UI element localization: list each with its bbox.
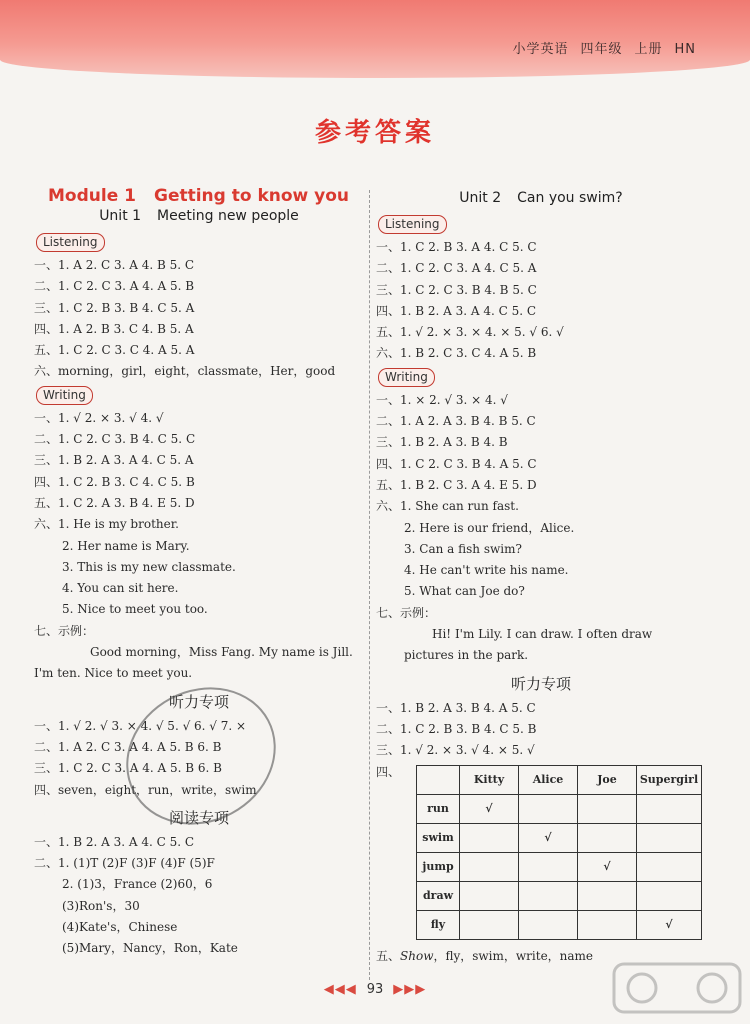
row-label: run (417, 794, 460, 823)
example-text: Hi! I'm Lily. I can draw. I often draw (432, 627, 653, 642)
answer-line: 三、1. C 2. C 3. A 4. A 5. B 6. B (34, 761, 222, 776)
writing-tag: Writing (378, 368, 435, 387)
answer-line: 四、1. B 2. A 3. A 4. C 5. C (376, 303, 537, 318)
example-text: Good morning，Miss Fang. My name is Jill. (90, 645, 353, 660)
answer-line: 六、1. He is my brother. (34, 517, 179, 532)
table-header-row (417, 765, 702, 794)
answer-line: 3. Can a fish swim? (404, 541, 522, 556)
line-label: 五、 (376, 948, 401, 963)
table-cell (519, 910, 578, 939)
table-corner (417, 765, 460, 794)
answer-line: 二、1. A 2. C 3. A 4. A 5. B 6. B (34, 739, 222, 754)
answer-line: 二、1. C 2. C 3. A 4. A 5. B (34, 279, 195, 294)
book-subject: 小学英语 (512, 42, 569, 57)
answer-line: 一、1. √ 2. √ 3. × 4. √ 5. √ 6. √ 7. × (34, 718, 247, 733)
answer-line: 三、1. B 2. A 3. A 4. C 5. A (34, 453, 194, 468)
module-name: Getting to know you (153, 186, 350, 206)
table-cell (578, 910, 637, 939)
example-label: 七、示例： (376, 605, 437, 620)
table-header: Supergirl (637, 765, 702, 794)
answer-line: 三、1. √ 2. × 3. √ 4. × 5. √ (376, 743, 535, 758)
table-cell (578, 823, 637, 852)
answer-line: 二、1. C 2. C 3. A 4. C 5. A (376, 261, 537, 276)
page-footer (0, 982, 750, 997)
answer-line: 四、1. C 2. C 3. B 4. A 5. C (376, 456, 537, 471)
unit-name: Can you swim? (517, 190, 623, 206)
column-divider (369, 190, 370, 980)
right-column (376, 186, 706, 967)
answer-line: 2. Here is our friend，Alice. (404, 520, 575, 535)
row-label: draw (417, 881, 460, 910)
book-grade: 四年级 (580, 42, 623, 57)
table-cell: √ (460, 794, 519, 823)
listening-tag: Listening (378, 215, 447, 234)
table-cell: √ (637, 910, 702, 939)
answer-line: 5. Nice to meet you too. (62, 602, 208, 617)
unit-name: Meeting new people (157, 208, 299, 224)
example-text: pictures in the park. (404, 648, 529, 663)
section-title-listening: 听力专项 (168, 692, 229, 711)
answer-line: (3)Ron's，30 (62, 898, 140, 913)
answer-line: 一、1. A 2. C 3. A 4. B 5. C (34, 258, 195, 272)
table-cell (460, 823, 519, 852)
table-cell (460, 881, 519, 910)
table-cell (519, 794, 578, 823)
row-label: jump (417, 852, 460, 881)
word-list: ，fly，swim，write，name (433, 948, 594, 963)
section-title-listening: 听力专项 (510, 674, 571, 693)
prev-arrows-icon: ◀◀◀ (323, 982, 357, 997)
answer-line: 一、1. B 2. A 3. B 4. A 5. C (376, 700, 536, 715)
answer-line: 四、1. C 2. B 3. C 4. C 5. B (34, 474, 195, 489)
table-cell: √ (519, 823, 578, 852)
answer-line: (5)Mary，Nancy，Ron，Kate (62, 941, 238, 956)
table-cell (578, 881, 637, 910)
answer-line: 一、1. × 2. √ 3. × 4. √ (376, 392, 508, 407)
table-label: 四、 (376, 764, 401, 779)
table-cell (637, 823, 702, 852)
answer-line: 三、1. C 2. C 3. B 4. B 5. C (376, 282, 537, 297)
example-label: 七、示例： (34, 623, 95, 638)
next-arrows-icon: ▶▶▶ (393, 982, 427, 997)
table-cell (460, 852, 519, 881)
table-row (417, 852, 702, 881)
unit-number: Unit 1 (99, 208, 142, 224)
answer-line: 二、1. C 2. C 3. B 4. C 5. C (34, 432, 196, 447)
answer-line: (4)Kate's，Chinese (62, 920, 178, 935)
table-header: Alice (519, 765, 578, 794)
answer-line: 2. Her name is Mary. (62, 538, 190, 553)
answer-line: 4. He can't write his name. (404, 563, 569, 578)
module-title (48, 186, 364, 206)
table-row (417, 881, 702, 910)
answer-line: 五、1. C 2. A 3. B 4. E 5. D (34, 495, 195, 510)
table-cell (637, 852, 702, 881)
table-row (417, 910, 702, 939)
book-info (500, 38, 696, 57)
word-show: Show (400, 948, 434, 963)
answer-line: 五、1. C 2. C 3. C 4. A 5. A (34, 343, 195, 358)
answer-line: 一、1. √ 2. × 3. √ 4. √ (34, 410, 164, 425)
table-cell (519, 852, 578, 881)
row-label: fly (417, 910, 460, 939)
answer-line: 五、1. √ 2. × 3. × 4. × 5. √ 6. √ (376, 325, 564, 340)
book-term: 上册 (634, 42, 663, 57)
answer-line: 二、1. (1)T (2)F (3)F (4)F (5)F (34, 856, 215, 871)
table-cell (578, 794, 637, 823)
answer-line: 三、1. B 2. A 3. B 4. B (376, 435, 508, 450)
answer-line: 六、morning，girl，eight，classmate，Her，good (34, 364, 336, 379)
table-cell (460, 910, 519, 939)
answer-line: 四、1. A 2. B 3. C 4. B 5. A (34, 321, 194, 336)
answer-line: 二、1. A 2. A 3. B 4. B 5. C (376, 414, 536, 429)
example-text: I'm ten. Nice to meet you. (34, 666, 193, 681)
answer-line: 二、1. C 2. B 3. B 4. C 5. B (376, 721, 537, 736)
row-label: swim (417, 823, 460, 852)
answer-line: 4. You can sit here. (62, 581, 179, 596)
table-row (417, 823, 702, 852)
table-cell (637, 794, 702, 823)
answer-line: 一、1. C 2. B 3. A 4. C 5. C (376, 240, 537, 254)
module-number: Module 1 (48, 186, 136, 206)
answer-line: 2. (1)3，France (2)60，6 (62, 877, 213, 892)
table-cell: √ (578, 852, 637, 881)
writing-tag: Writing (36, 386, 93, 405)
ability-table (416, 765, 702, 940)
left-column (34, 186, 364, 960)
unit-title (34, 208, 364, 224)
answer-line: 三、1. C 2. B 3. B 4. C 5. A (34, 300, 195, 315)
table-header: Joe (578, 765, 637, 794)
answer-line: 四、seven，eight，run，write，swim (34, 782, 257, 797)
book-edition: HN (674, 42, 696, 57)
page-title: 参考答案 (314, 118, 435, 148)
answer-line: 5. What can Joe do? (404, 584, 525, 599)
answer-line: 一、1. B 2. A 3. A 4. C 5. C (34, 834, 195, 849)
answer-line: 六、1. B 2. C 3. C 4. A 5. B (376, 346, 537, 361)
answer-line: 3. This is my new classmate. (62, 559, 236, 574)
unit-number: Unit 2 (459, 190, 502, 206)
table-cell (637, 881, 702, 910)
listening-tag: Listening (36, 233, 105, 252)
table-header: Kitty (460, 765, 519, 794)
page-number: 93 (366, 982, 384, 997)
section-title-reading: 阅读专项 (168, 808, 229, 827)
answer-line: 六、1. She can run fast. (376, 499, 519, 514)
unit-title (376, 190, 706, 206)
answer-line: 五、1. B 2. C 3. A 4. E 5. D (376, 477, 537, 492)
table-cell (519, 881, 578, 910)
table-row (417, 794, 702, 823)
